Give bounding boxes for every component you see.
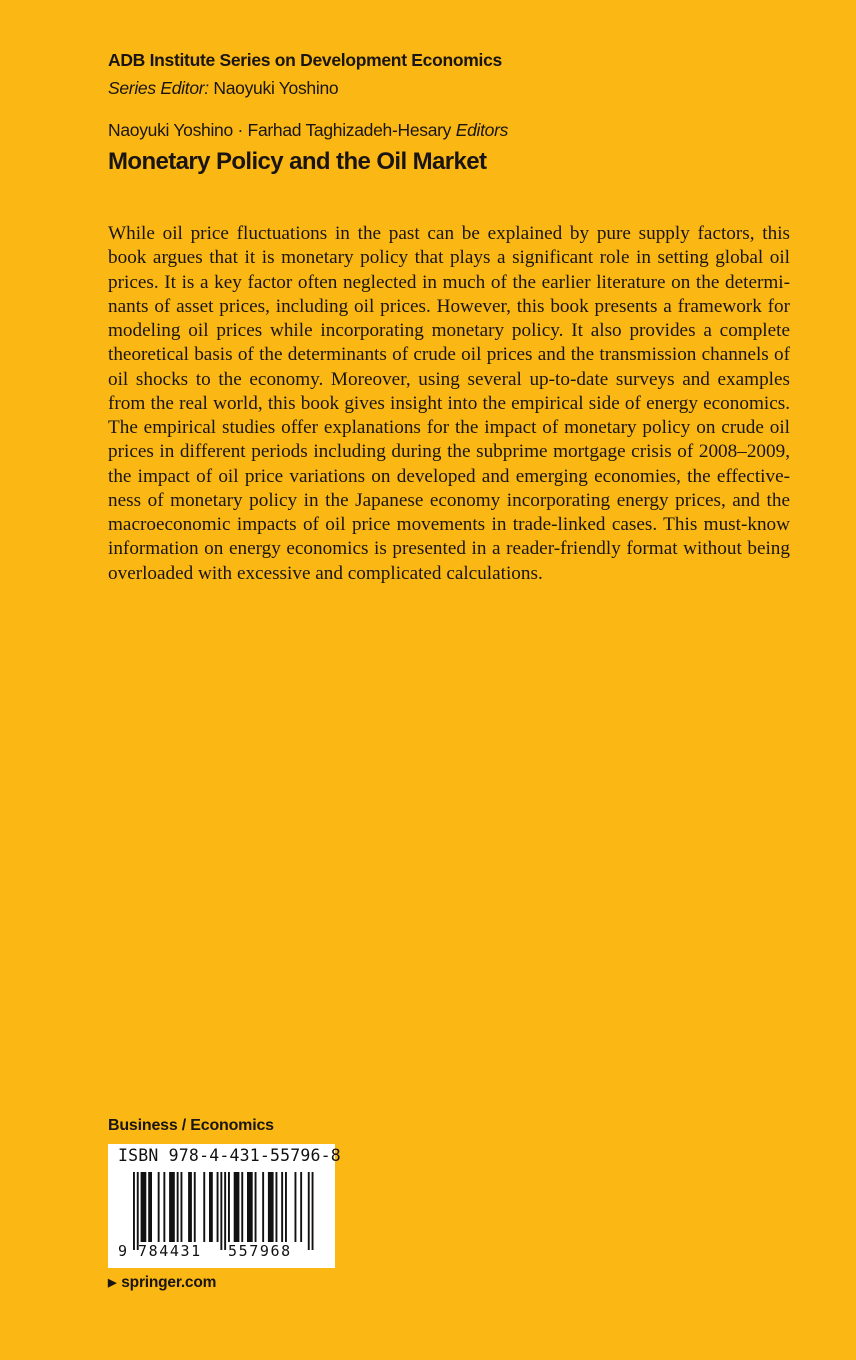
barcode-bar (158, 1172, 160, 1242)
barcode-bar (312, 1172, 314, 1250)
barcode-bar (276, 1172, 278, 1242)
barcode-bar (188, 1172, 192, 1242)
series-editor (108, 78, 338, 99)
barcode-bar (133, 1172, 135, 1250)
barcode-bar (295, 1172, 297, 1242)
barcode-bar (209, 1172, 213, 1242)
barcode-bar (169, 1172, 175, 1242)
barcode-bar (255, 1172, 257, 1242)
barcode-bar (181, 1172, 183, 1242)
barcode-bar (268, 1172, 274, 1242)
barcode-bar (194, 1172, 196, 1242)
barcode-bar (137, 1172, 139, 1250)
barcode-bar (141, 1172, 147, 1242)
barcode-bar (241, 1172, 243, 1242)
barcode-bar (228, 1172, 230, 1242)
book-title: Monetary Policy and the Oil Market (108, 148, 487, 175)
barcode-bar (217, 1172, 219, 1242)
ean-first-digit: 9 (118, 1242, 128, 1260)
series-editor-label: Series Editor: (108, 78, 209, 98)
series-editor-name: Naoyuki Yoshino (213, 78, 339, 98)
book-editors (108, 120, 508, 141)
barcode-bar (262, 1172, 264, 1242)
barcode-bar (224, 1172, 226, 1250)
barcode-bar (203, 1172, 205, 1242)
book-editors-names: Naoyuki Yoshino · Farhad Taghizadeh-Hesary (108, 120, 452, 140)
barcode-bar (308, 1172, 310, 1250)
ean-right-digits: 557968 (228, 1242, 292, 1260)
ean-left-digits: 784431 (138, 1242, 202, 1260)
isbn-barcode-box (108, 1144, 341, 1268)
triangle-right-icon: ▶ (108, 1277, 117, 1289)
series-title: ADB Institute Series on Development Economics (108, 50, 502, 70)
barcode-bar (300, 1172, 302, 1242)
book-editors-label: Editors (455, 120, 509, 140)
category-label: Business / Economics (108, 1117, 274, 1134)
publisher-url[interactable]: springer.com (121, 1274, 217, 1291)
barcode-bar (281, 1172, 283, 1242)
barcode-bar (148, 1172, 152, 1242)
barcode-bar (247, 1172, 253, 1242)
barcode-bar (163, 1172, 165, 1242)
barcode-bar (285, 1172, 287, 1242)
publisher-link[interactable] (108, 1274, 216, 1292)
isbn-text: ISBN 978-4-431-55796-8 (118, 1146, 341, 1165)
barcode-bar (220, 1172, 222, 1250)
book-blurb: While oil price fluctuations in the past can be explained by pure supply factors, this book argues that it is monetary policy that plays a significant role in setting global oil prices. It is a key factor often neglected in much of the earlier literature on the determinants of asset prices, including oil prices. However, this book presents a framework for modeling oil prices while incorporating monetary policy. It also provides a complete theoretical basis of the determinants of crude oil prices and the transmission channels of oil shocks to the economy. Moreover, using several up-to-date surveys and examples from the real world, this book gives insight into the empirical side of energy economics. The empirical studies offer explanations for the impact of monetary policy on crude oil prices in different periods including during the subprime mortgage crisis of 2008–2009, the impact of oil price variations on developed and emerging economies, the effectiveness of monetary policy in the Japanese economy incorporating energy prices, and the macroeconomic impacts of oil price movements in trade-linked cases. This must-know information on energy economics is presented in a reader-friendly format without being overloaded with excessive and complicated calculations. (108, 223, 790, 584)
barcode-bar (234, 1172, 240, 1242)
barcode-bar (177, 1172, 179, 1242)
